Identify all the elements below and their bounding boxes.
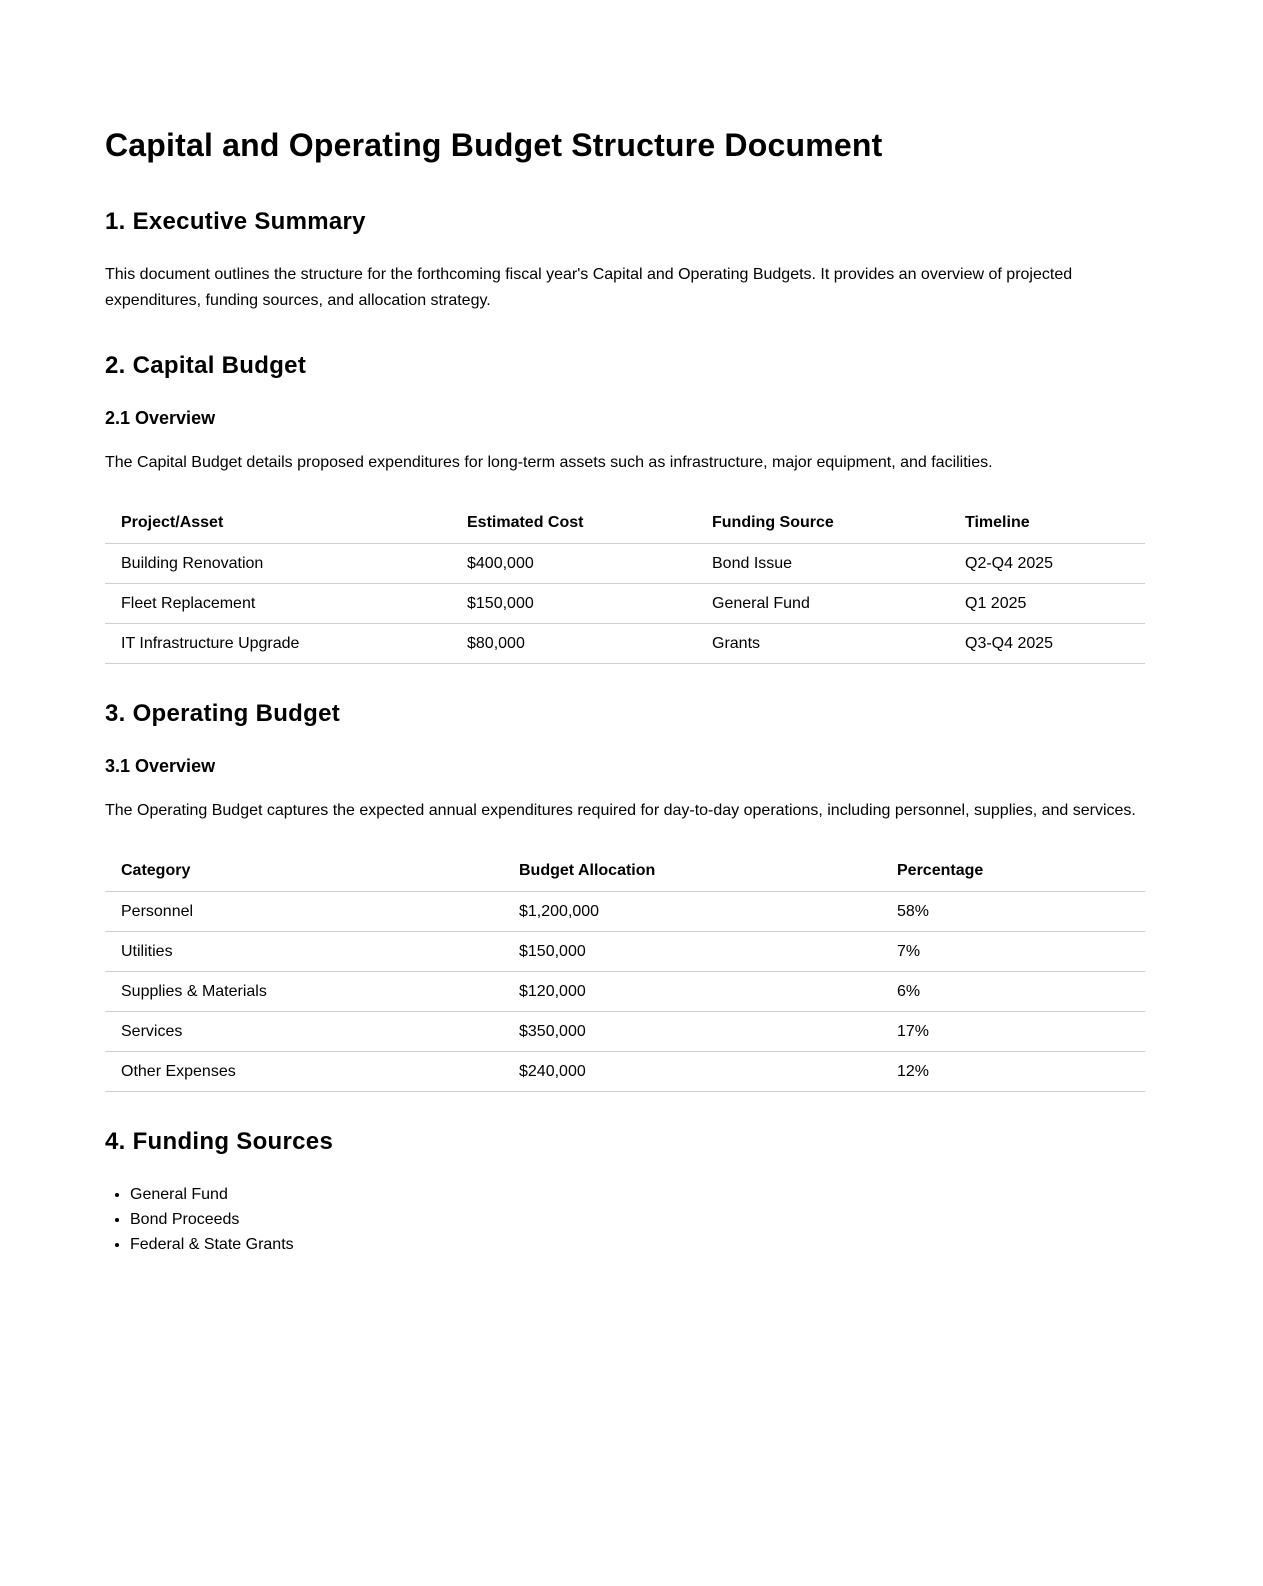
document-title: Capital and Operating Budget Structure Document xyxy=(105,127,883,163)
column-header: Funding Source xyxy=(696,504,949,544)
operating-budget-table xyxy=(105,852,1145,1092)
column-header: Timeline xyxy=(949,504,1145,544)
table-cell: Q3-Q4 2025 xyxy=(949,624,1145,664)
table-cell: $240,000 xyxy=(503,1052,881,1092)
table-row xyxy=(105,1012,1145,1052)
table-cell: Supplies & Materials xyxy=(105,972,503,1012)
table-cell: Grants xyxy=(696,624,949,664)
table-cell: Q1 2025 xyxy=(949,584,1145,624)
list-item: • Federal & State Grants xyxy=(130,1232,1145,1257)
column-header: Category xyxy=(105,852,503,892)
capital-budget-table xyxy=(105,504,1145,664)
table-cell: 17% xyxy=(881,1012,1145,1052)
table-header-row xyxy=(105,852,1145,892)
table-row xyxy=(105,624,1145,664)
table-cell: Personnel xyxy=(105,892,503,932)
table-row xyxy=(105,972,1145,1012)
executive-summary-heading: 1. Executive Summary xyxy=(105,208,366,235)
operating-overview-heading: 3.1 Overview xyxy=(105,756,216,776)
capital-overview-text: The Capital Budget details proposed expenditures for long-term assets such as infrastructure, major equipment, and facilities. xyxy=(105,454,993,471)
capital-budget-section xyxy=(105,350,1145,664)
operating-budget-section xyxy=(105,698,1145,1092)
table-cell: Utilities xyxy=(105,932,503,972)
table-cell: $1,200,000 xyxy=(503,892,881,932)
funding-sources-heading: 4. Funding Sources xyxy=(105,1128,334,1155)
executive-summary-text: This document outlines the structure for the forthcoming fiscal year's Capital and Operating Budgets. It provides an overview of projected expenditures, funding sources, and allocation strategy. xyxy=(105,266,1073,309)
table-cell: Services xyxy=(105,1012,503,1052)
table-row xyxy=(105,932,1145,972)
column-header: Budget Allocation xyxy=(503,852,881,892)
table-cell: 6% xyxy=(881,972,1145,1012)
table-cell: $350,000 xyxy=(503,1012,881,1052)
table-row xyxy=(105,1052,1145,1092)
table-cell: $150,000 xyxy=(503,932,881,972)
capital-overview-heading: 2.1 Overview xyxy=(105,408,216,428)
table-cell: $120,000 xyxy=(503,972,881,1012)
column-header: Estimated Cost xyxy=(451,504,696,544)
list-item: • General Fund xyxy=(130,1182,1145,1207)
table-cell: Q2-Q4 2025 xyxy=(949,544,1145,584)
table-cell: Fleet Replacement xyxy=(105,584,451,624)
column-header: Percentage xyxy=(881,852,1145,892)
table-row xyxy=(105,544,1145,584)
table-row xyxy=(105,892,1145,932)
table-cell: General Fund xyxy=(696,584,949,624)
column-header: Project/Asset xyxy=(105,504,451,544)
table-cell: IT Infrastructure Upgrade xyxy=(105,624,451,664)
table-cell: $150,000 xyxy=(451,584,696,624)
table-cell: 58% xyxy=(881,892,1145,932)
table-cell: 12% xyxy=(881,1052,1145,1092)
funding-sources-list xyxy=(105,1182,1145,1257)
list-item: • Bond Proceeds xyxy=(130,1207,1145,1232)
capital-budget-heading: 2. Capital Budget xyxy=(105,352,307,379)
operating-overview-text: The Operating Budget captures the expected annual expenditures required for day-to-day operations, including personnel, supplies, and services. xyxy=(105,802,1136,819)
table-cell: Building Renovation xyxy=(105,544,451,584)
table-cell: Bond Issue xyxy=(696,544,949,584)
executive-summary-section xyxy=(105,206,1145,314)
table-row xyxy=(105,584,1145,624)
table-cell: $400,000 xyxy=(451,544,696,584)
operating-budget-heading: 3. Operating Budget xyxy=(105,700,341,727)
table-header-row xyxy=(105,504,1145,544)
table-cell: 7% xyxy=(881,932,1145,972)
funding-sources-section xyxy=(105,1126,1145,1257)
table-cell: Other Expenses xyxy=(105,1052,503,1092)
table-cell: $80,000 xyxy=(451,624,696,664)
